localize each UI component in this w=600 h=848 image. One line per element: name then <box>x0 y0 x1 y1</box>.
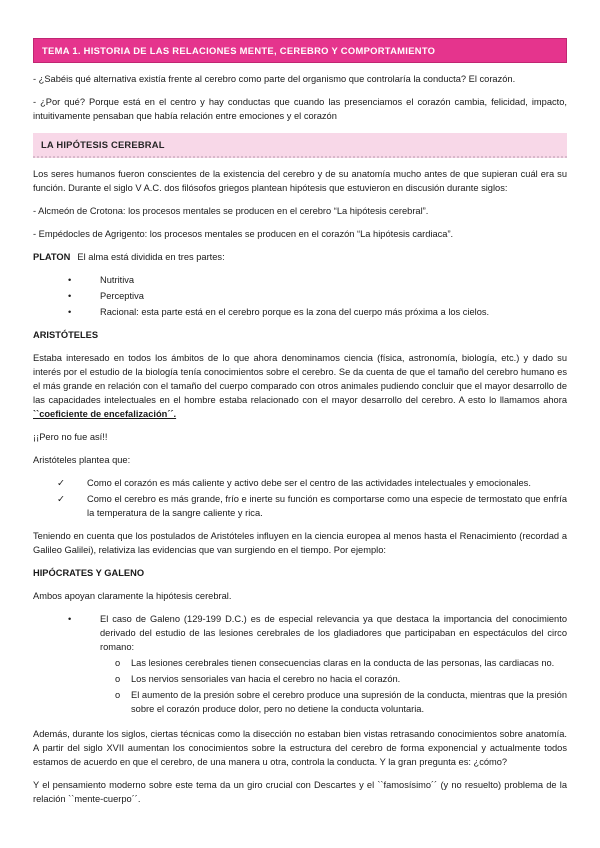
list-item-text: Las lesiones cerebrales tienen consecuencias claras en la conducta de las personas, las cardiacas no. <box>131 658 555 668</box>
aristoteles-body-text: Estaba interesado en todos los ámbitos de lo que ahora denominamos ciencia (física, astronomía, biología, etc.) y dado su interés por el estudio de la biología tenía conocimientos sobre el cerebro. Se da cuenta de que el tamaño del cerebro humano es el más grande en relación con el tamaño del cuerpo comparado con otros animales pudiendo concluir que el mayor desarrollo de las capacidades intelectuales en el hombre estaba relacionado con el mayor desarrollo del cerebro. A esto lo llamamos ahora <box>33 353 567 405</box>
circle-bullet-icon: o <box>115 674 121 684</box>
list-item-text: Como el cerebro es más grande, frío e inerte su función es comportarse como una especie de termostato que enfría la temperatura de la sangre caliente y rica. <box>87 494 567 518</box>
paragraph-pensamiento-moderno: Y el pensamiento moderno sobre este tema da un giro crucial con Descartes y el ``famosísimo´´ (y no resuelto) problema de la relación ``mente-cuerpo´´. <box>33 780 567 804</box>
list-item-text: El aumento de la presión sobre el cerebro produce una supresión de la conducta, mientras que la presión sobre el corazón produce dolor, pero no detiene la conducta voluntaria. <box>131 690 567 714</box>
list-item-text: Perceptiva <box>100 291 144 301</box>
paragraph-alcmeon: - Alcmeón de Crotona: los procesos mentales se producen en el cerebro “La hipótesis cerebral”. <box>33 206 429 216</box>
bullet-icon: • <box>68 291 72 301</box>
section-header-hipotesis-cerebral: LA HIPÓTESIS CEREBRAL <box>33 133 567 158</box>
coeficiente-encefalizacion-text: ``coeficiente de encefalización´´. <box>33 409 177 419</box>
galeno-bullet-list <box>33 612 567 718</box>
aristoteles-check-list <box>33 476 567 520</box>
platon-label: PLATON <box>33 252 71 262</box>
list-item <box>115 656 567 670</box>
list-item <box>68 289 567 303</box>
paragraph-aristoteles <box>33 351 567 421</box>
checkmark-icon: ✓ <box>57 478 65 488</box>
paragraph-pero-no-fue-asi: ¡¡Pero no fue así!! <box>33 432 108 442</box>
paragraph-intro-1: - ¿Sabéis qué alternativa existía frente al cerebro como parte del organismo que controlaría la conducta? El corazón. <box>33 74 516 84</box>
paragraph-aristoteles-plantea: Aristóteles plantea que: <box>33 455 131 465</box>
paragraph-intro-2: - ¿Por qué? Porque está en el centro y hay conductas que cuando las presenciamos el corazón cambia, felicidad, impacto, intuitivamente pensaban que había relación entre emociones y el corazón <box>33 97 567 121</box>
list-item <box>57 476 567 490</box>
paragraph-ambos-apoyan: Ambos apoyan claramente la hipótesis cerebral. <box>33 591 232 601</box>
platon-intro-text: El alma está dividida en tres partes: <box>77 252 225 262</box>
list-item-text: Nutritiva <box>100 275 135 285</box>
heading-aristoteles: ARISTÓTELES <box>33 330 99 340</box>
list-item-text: Como el corazón es más caliente y activo debe ser el centro de las actividades intelectuales y emocionales. <box>87 478 531 488</box>
paragraph-platon <box>33 250 567 264</box>
paragraph-empedocles: - Empédocles de Agrigento: los procesos mentales se producen en el corazón “La hipótesis cardiaca”. <box>33 229 454 239</box>
list-item-body <box>100 612 567 718</box>
list-item <box>68 612 567 718</box>
list-item <box>57 492 567 520</box>
list-item <box>115 672 567 686</box>
paragraph-hipotesis-intro: Los seres humanos fueron conscientes de la existencia del cerebro y de su anatomía mucho antes de que supieran cuál era su función. Durante el siglo V A.C. dos filósofos griegos plantean hipótesis que estuvieron en discusión durante siglos: <box>33 169 567 193</box>
circle-bullet-icon: o <box>115 690 121 700</box>
list-item <box>68 273 567 287</box>
list-item-text: Racional: esta parte está en el cerebro porque es la zona del cuerpo más próxima a los cielos. <box>100 307 490 317</box>
paragraph-teniendo-en-cuenta: Teniendo en cuenta que los postulados de Aristóteles influyen en la ciencia europea al menos hasta el Renacimiento (recordad a Galileo Galilei), relativiza las evidencias que van surgiendo en el tiempo. Por ejemplo: <box>33 531 567 555</box>
bullet-icon: • <box>68 307 72 317</box>
platon-bullet-list <box>33 273 567 319</box>
paragraph-ademas: Además, durante los siglos, ciertas técnicas como la disección no estaban bien vistas retrasando conocimientos sobre anatomía. A partir del siglo XVII aumentan los conocimientos sobre la estructura del cerebro de forma exponencial y actualmente todos estamos de acuerdo en que el cerebro, de una manera u otra, controla la conducta. Y la gran pregunta es: ¿cómo? <box>33 729 567 767</box>
list-item <box>115 688 567 716</box>
list-item <box>68 305 567 319</box>
heading-hipocrates-galeno: HIPÓCRATES Y GALENO <box>33 568 145 578</box>
bullet-icon: • <box>68 614 72 624</box>
circle-bullet-icon: o <box>115 658 121 668</box>
list-item-text: Los nervios sensoriales van hacia el cerebro no hacia el corazón. <box>131 674 401 684</box>
bullet-icon: • <box>68 275 72 285</box>
galeno-sub-list <box>100 656 567 716</box>
section-header-tema1: TEMA 1. HISTORIA DE LAS RELACIONES MENTE, CEREBRO Y COMPORTAMIENTO <box>33 38 567 63</box>
checkmark-icon: ✓ <box>57 494 65 504</box>
list-item-text: El caso de Galeno (129-199 D.C.) es de especial relevancia ya que destaca la importancia del conocimiento derivado del estudio de las lesiones cerebrales de los gladiadores que participaban en espectáculos del circo romano: <box>100 614 567 652</box>
